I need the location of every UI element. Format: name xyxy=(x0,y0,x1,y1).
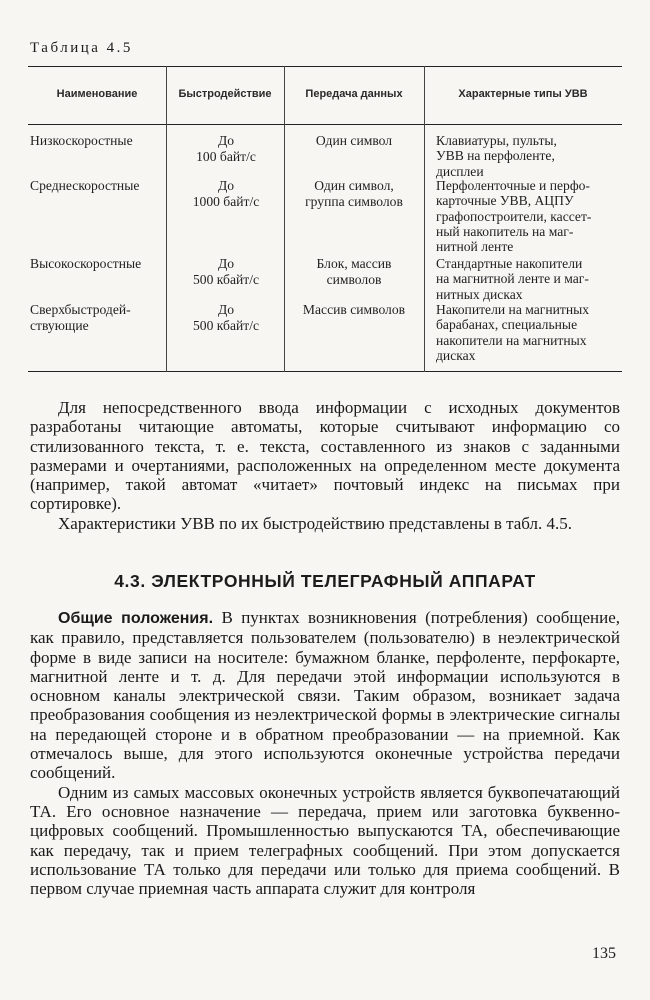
table-cell-speed: До 1000 байт/с xyxy=(192,178,260,209)
table-column-divider xyxy=(284,66,285,372)
paragraph: Для непосредственного ввода информации с исходных документов разработаны читающие автоматы, которые считывают информацию со стилизованного текста, т. е. текста, составленного из знаков с заданными размерами и очертаниями, расположенных на определенном месте документа (например, такой автомат «читает» почтовый индекс на письмах при сортировке). xyxy=(30,398,620,514)
text-block-reading-automata xyxy=(30,398,620,533)
column-header-speed: Быстродействие xyxy=(178,88,272,100)
table-caption: Таблица 4.5 xyxy=(30,40,133,56)
table-cell-name: Низкоскоростные xyxy=(30,133,133,148)
section-heading: 4.3. ЭЛЕКТРОННЫЙ ТЕЛЕГРАФНЫЙ АППАРАТ xyxy=(114,571,536,591)
page-number: 135 xyxy=(592,945,616,962)
table-column-divider xyxy=(166,66,167,372)
column-header-name: Наименование xyxy=(56,88,138,100)
table-cell-types: Клавиатуры, пульты, УВВ на перфоленте, дисплеи xyxy=(436,133,557,179)
paragraph xyxy=(30,608,620,783)
table-cell-data: Массив символов xyxy=(302,302,406,317)
table-cell-speed: До 500 кбайт/с xyxy=(192,256,260,287)
table-top-rule xyxy=(28,66,622,67)
text-block-general-provisions xyxy=(30,608,620,898)
table-cell-data: Один символ, группа символов xyxy=(305,178,403,209)
column-header-types: Характерные типы УВВ xyxy=(458,88,588,100)
paragraph: Характеристики УВВ по их быстродействию представлены в табл. 4.5. xyxy=(58,513,572,533)
table-bottom-rule xyxy=(28,371,622,372)
table-cell-types: Накопители на магнитных барабанах, специальные накопители на магнитных дисках xyxy=(436,302,590,363)
table-cell-name: Среднескоростные xyxy=(30,178,140,193)
table-cell-data: Один символ xyxy=(315,133,393,148)
table-cell-speed: До 100 байт/с xyxy=(196,133,256,164)
table-cell-data: Блок, массив символов xyxy=(316,256,392,287)
table-column-divider xyxy=(424,66,425,372)
column-header-data: Передача данных xyxy=(305,88,403,100)
paragraph-body: В пунктах возникновения (потребления) сообщение, как правило, представляется пользователем (пользователю) в неэлектрической форме в виде записи на носителе: бумажном бланке, перфоленте, перфокарте, магнитной ленте и т. д. Для передачи этой информации используются в основном каналы электрической связи. Таким образом, возникает задача преобразования сообщения из неэлектрической формы в электрические сигналы на передающей стороне и в обратном преобразовании — на приемной. Как отмечалось выше, для этого используются оконечные устройства передачи сообщений. xyxy=(30,608,621,783)
table-cell-name: Сверхбыстродей- ствующие xyxy=(30,302,131,333)
table-cell-speed: До 500 кбайт/с xyxy=(192,302,260,333)
table-cell-name: Высокоскоростные xyxy=(30,256,142,271)
table-cell-types: Стандартные накопители на магнитной ленте и маг- нитных дисках xyxy=(436,256,589,302)
table-cell-types: Перфоленточные и перфо- карточные УВВ, АЦПУ графопостроители, кассет- ный накопитель на маг- нитной ленте xyxy=(436,178,592,255)
speed-table xyxy=(28,66,622,372)
paragraph: Одним из самых массовых оконечных устройств является буквопечатающий ТА. Его основное назначение — передача, прием или заготовка буквенно-цифровых сообщений. Промышленностью выпускаются ТА, обеспечивающие как передачу, так и прием телеграфных сообщений. При этом допускается использование ТА только для передачи или только для приема сообщений. В первом случае приемная часть аппарата служит для контроля xyxy=(30,782,620,899)
table-header-rule xyxy=(28,124,622,125)
paragraph-lead: Общие положения. xyxy=(58,610,214,627)
